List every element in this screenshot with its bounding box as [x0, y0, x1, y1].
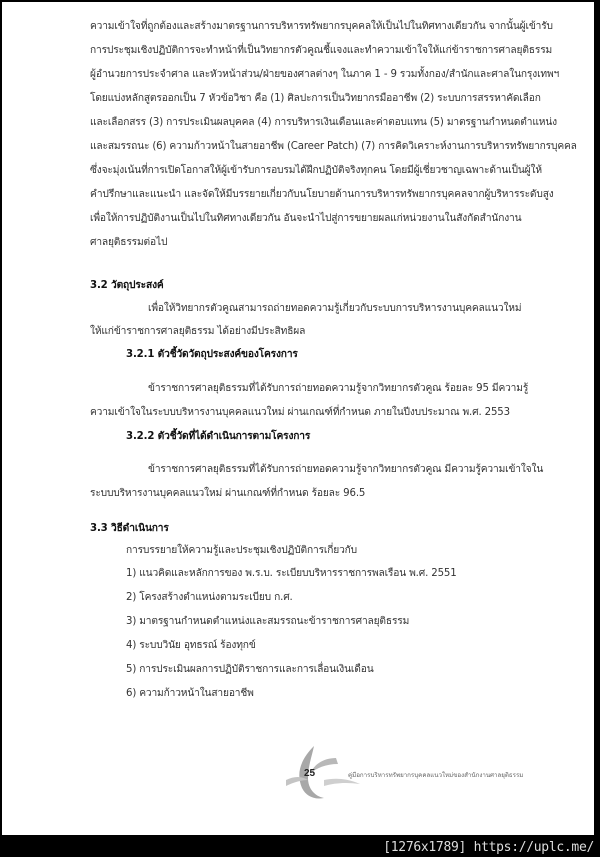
list-item: 5) การประเมินผลการปฏิบัติราชการและการเลื่อนเงินเดือน: [126, 664, 374, 675]
section-heading-3-2: 3.2 วัตถุประสงค์: [90, 280, 164, 291]
paragraph-line: ศาลยุติธรรมต่อไป: [90, 237, 168, 248]
paragraph-line: เพื่อให้วิทยากรตัวคูณสามารถถ่ายทอดความรู้เกี่ยวกับระบบการบริหารงานบุคคลแนวใหม่: [148, 303, 522, 314]
list-item: 1) แนวคิดและหลักการของ พ.ร.บ. ระเบียบบริหารราชการพลเรือน พ.ศ. 2551: [126, 568, 457, 579]
paragraph-line: เพื่อให้การปฏิบัติงานเป็นไปในทิศทางเดียวกัน อันจะนำไปสู่การขยายผลแก่หน่วยงานในสังกัดสำนักงาน: [90, 213, 522, 224]
list-item: 2) โครงสร้างตำแหน่งตามระเบียบ ก.ศ.: [126, 592, 293, 603]
document-page: [2, 2, 594, 835]
list-item: 3) มาตรฐานกำหนดตำแหน่งและสมรรถนะข้าราชการศาลยุติธรรม: [126, 616, 410, 627]
paragraph-line: ระบบบริหารงานบุคคลแนวใหม่ ผ่านเกณฑ์ที่กำหนด ร้อยละ 96.5: [90, 488, 366, 499]
paragraph-line: ความเข้าใจในระบบบริหารงานบุคคลแนวใหม่ ผ่านเกณฑ์ที่กำหนด ภายในปีงบประมาณ พ.ศ. 2553: [90, 407, 510, 418]
subsection-heading-3-2-1: 3.2.1 ตัวชี้วัดวัตถุประสงค์ของโครงการ: [126, 349, 298, 360]
paragraph-line: ให้แก่ข้าราชการศาลยุติธรรม ได้อย่างมีประสิทธิผล: [90, 326, 306, 337]
section-heading-3-3: 3.3 วิธีดำเนินการ: [90, 523, 169, 534]
image-watermark: [1276x1789] https://uplc.me/: [383, 840, 594, 855]
paragraph-line: ซึ่งจะมุ่งเน้นที่การเปิดโอกาสให้ผู้เข้ารับการอบรมได้ฝึกปฏิบัติจริงทุกคน โดยมีผู้เชี่ยวชาญเฉพาะด้านเป็นผู้ให้: [90, 165, 542, 176]
paragraph-line: ความเข้าใจที่ถูกต้องและสร้างมาตรฐานการบริหารทรัพยากรบุคคลให้เป็นไปในทิศทางเดียวกัน จากนั้นผู้เข้ารับ: [90, 21, 553, 32]
paragraph-line: และสมรรถนะ (6) ความก้าวหน้าในสายอาชีพ (Career Patch) (7) การคิดวิเคราะห์งานการบริหารทรัพยากรบุคคล: [90, 141, 577, 152]
list-item: 6) ความก้าวหน้าในสายอาชีพ: [126, 688, 254, 699]
subsection-heading-3-2-2: 3.2.2 ตัวชี้วัดที่ได้ดำเนินการตามโครงการ: [126, 431, 311, 442]
footer-title: คู่มือการบริหารทรัพยากรบุคคลแนวใหม่ของสำนักงานศาลยุติธรรม: [348, 772, 524, 779]
list-item: 4) ระบบวินัย อุทธรณ์ ร้องทุกข์: [126, 640, 256, 651]
paragraph-line: โดยแบ่งหลักสูตรออกเป็น 7 หัวข้อวิชา คือ (1) ศิลปะการเป็นวิทยากรมืออาชีพ (2) ระบบการสรรหาคัดเลือก: [90, 93, 541, 104]
paragraph-line: ข้าราชการศาลยุติธรรมที่ได้รับการถ่ายทอดความรู้จากวิทยากรตัวคูณ มีความรู้ความเข้าใจใน: [148, 464, 544, 475]
page-number: 25: [304, 768, 316, 779]
paragraph-line: การประชุมเชิงปฏิบัติการจะทำหน้าที่เป็นวิทยากรตัวคูณชี้แจงและทำความเข้าใจให้แก่ข้าราชการศาลยุติธรรม: [90, 45, 553, 56]
paragraph-line: และเลือกสรร (3) การประเมินผลบุคคล (4) การบริหารเงินเดือนและค่าตอบแทน (5) มาตรฐานกำหนดตำแหน่ง: [90, 117, 558, 128]
paragraph-line: การบรรยายให้ความรู้และประชุมเชิงปฏิบัติการเกี่ยวกับ: [126, 545, 357, 556]
paragraph-line: ข้าราชการศาลยุติธรรมที่ได้รับการถ่ายทอดความรู้จากวิทยากรตัวคูณ ร้อยละ 95 มีความรู้: [148, 383, 529, 394]
paragraph-line: ผู้อำนวยการประจำศาล และหัวหน้าส่วน/ฝ่ายของศาลต่างๆ ในภาค 1 - 9 รวมทั้งกอง/สำนักและศาลในกรุงเทพฯ: [90, 69, 560, 80]
paragraph-line: คำปรึกษาและแนะนำ และจัดให้มีบรรยายเกี่ยวกับนโยบายด้านการบริหารทรัพยากรบุคคลจากผู้บริหารระดับสูง: [90, 189, 554, 200]
